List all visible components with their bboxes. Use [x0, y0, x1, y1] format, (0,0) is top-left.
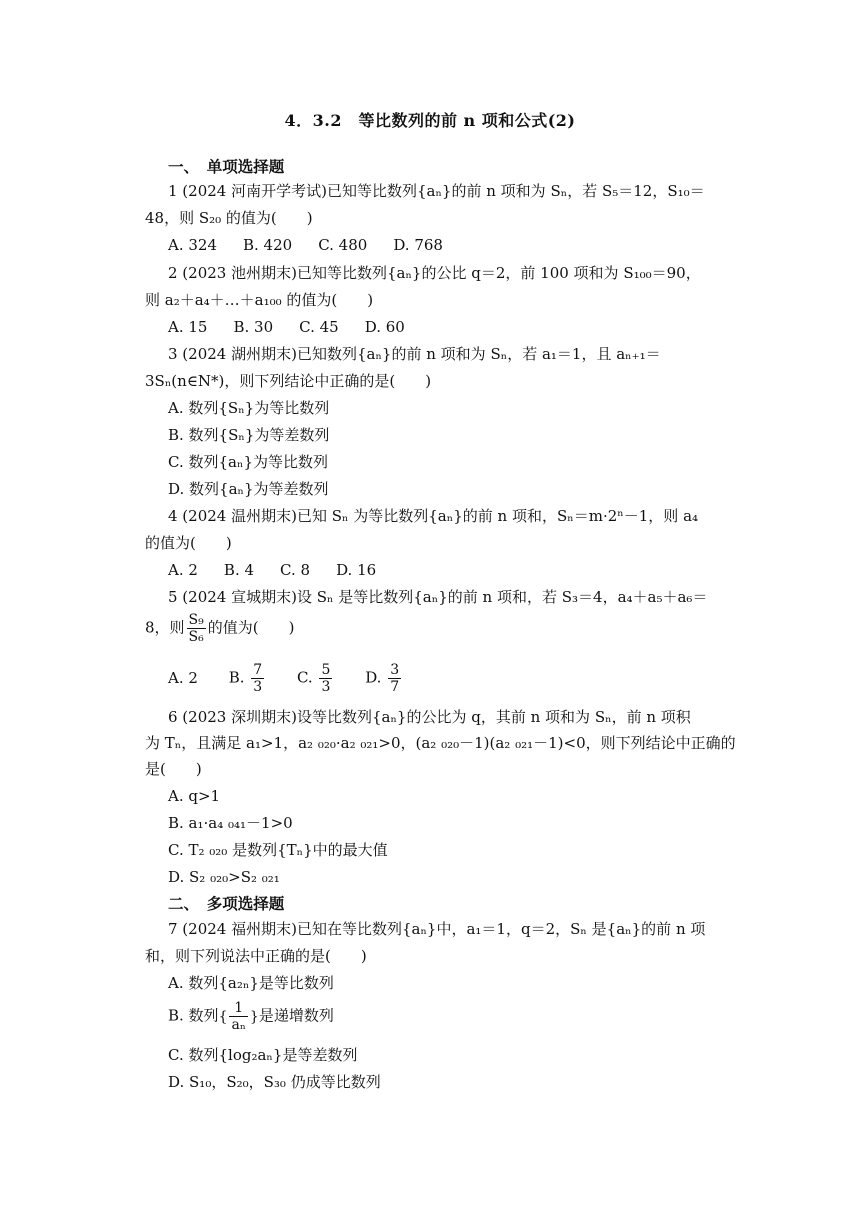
question-6-option-b: B. a₁·a₄ ₀₄₁－1>0: [168, 814, 293, 832]
question-6-line-1: 6 (2023 深圳期末)设等比数列{aₙ}的公比为 q，其前 n 项和为 Sₙ，前 n 项积: [168, 708, 691, 726]
text: 8，则: [145, 618, 185, 637]
label: C.: [296, 668, 313, 687]
question-3-option-b: B. 数列{Sₙ}为等差数列: [168, 426, 330, 444]
page-title: 4．3.2 等比数列的前 n 项和公式(2): [284, 111, 576, 130]
brace-right: }: [249, 1008, 259, 1025]
section-single-choice: 一、 单项选择题: [168, 157, 285, 176]
brace-left: {: [218, 1008, 228, 1025]
question-4-line-2: 的值为( ): [145, 534, 232, 552]
question-7-option-a: A. 数列{a₂ₙ}是等比数列: [168, 974, 334, 992]
option-a: A. 324: [168, 236, 217, 254]
question-1-line-1: 1 (2024 河南开学考试)已知等比数列{aₙ}的前 n 项和为 Sₙ，若 S₅＝12，S₁₀＝: [168, 182, 705, 200]
question-7-option-d: D. S₁₀，S₂₀，S₃₀ 仍成等比数列: [168, 1073, 381, 1091]
numerator: 1: [229, 1000, 247, 1017]
question-5-line-1: 5 (2024 宣城期末)设 Sₙ 是等比数列{aₙ}的前 n 项和，若 S₃＝4，a₄＋a₅＋a₆＝: [168, 588, 708, 606]
question-7-option-c: C. 数列{log₂aₙ}是等差数列: [168, 1046, 358, 1064]
option-c: C. 480: [318, 236, 368, 254]
option-b: B. 4: [223, 561, 255, 579]
option-c: [297, 662, 334, 695]
label: B. 数列: [168, 1006, 219, 1025]
fraction: [388, 662, 401, 695]
option-a: A. 15: [168, 318, 208, 336]
question-6-option-c: C. T₂ ₀₂₀ 是数列{Tₙ}中的最大值: [168, 841, 388, 859]
question-1-line-2: 48，则 S₂₀ 的值为( ): [145, 209, 313, 227]
fraction: [319, 662, 332, 695]
fraction-s9-s6: [187, 612, 206, 645]
question-7-line-2: 和，则下列说法中正确的是( ): [145, 947, 367, 965]
numerator: 7: [253, 662, 263, 678]
question-3-option-a: A. 数列{Sₙ}为等比数列: [168, 399, 330, 417]
option-d: [365, 662, 403, 695]
option-a: A. 2: [168, 668, 198, 687]
option-b: [229, 662, 267, 695]
question-6-option-a: A. q>1: [168, 787, 221, 805]
denominator: S₆: [188, 629, 204, 645]
numerator: 5: [321, 662, 331, 678]
option-a: A. 2: [168, 561, 198, 579]
question-5-options: [168, 662, 429, 695]
question-7-line-1: 7 (2024 福州期末)已知在等比数列{aₙ}中，a₁＝1，q＝2，Sₙ 是{aₙ}的前 n 项: [168, 920, 706, 938]
question-1-options: [168, 234, 469, 256]
question-2-line-1: 2 (2023 池州期末)已知等比数列{aₙ}的公比 q＝2，前 100 项和为 S₁₀₀＝90，: [168, 264, 701, 282]
option-c: C. 8: [280, 561, 311, 579]
option-d: D. 768: [393, 236, 443, 254]
label: B.: [228, 668, 245, 687]
fraction: [251, 662, 264, 695]
question-2-options: [168, 316, 431, 338]
question-2-line-2: 则 a₂＋a₄＋…＋a₁₀₀ 的值为( ): [145, 291, 374, 309]
fraction-reciprocal: [229, 1000, 247, 1033]
text: 的值为( ): [207, 618, 295, 637]
question-7-option-b: [168, 1000, 334, 1033]
question-3-option-c: C. 数列{aₙ}为等比数列: [168, 453, 328, 471]
label: D.: [365, 668, 382, 687]
option-d: D. 60: [364, 318, 405, 336]
denominator: 7: [390, 679, 400, 695]
option-b: B. 420: [243, 236, 293, 254]
question-3-option-d: D. 数列{aₙ}为等差数列: [168, 480, 329, 498]
question-4-line-1: 4 (2024 温州期末)已知 Sₙ 为等比数列{aₙ}的前 n 项和，Sₙ＝m·2ⁿ－1，则 a₄: [168, 507, 699, 525]
question-6-line-3: 是( ): [145, 760, 202, 778]
question-3-line-1: 3 (2024 湖州期末)已知数列{aₙ}的前 n 项和为 Sₙ，若 a₁＝1，且 aₙ₊₁＝: [168, 345, 661, 363]
option-d: D. 16: [336, 561, 377, 579]
section-multi-choice: 二、 多项选择题: [168, 894, 285, 913]
option-c: C. 45: [299, 318, 339, 336]
denominator: 3: [253, 679, 263, 695]
question-6-option-d: D. S₂ ₀₂₀>S₂ ₀₂₁: [168, 868, 280, 886]
question-3-line-2: 3Sₙ(n∈N*)，则下列结论中正确的是( ): [145, 372, 432, 390]
option-b: B. 30: [233, 318, 274, 336]
denominator: 3: [321, 679, 331, 695]
numerator: 3: [390, 662, 400, 678]
text: 是递增数列: [258, 1006, 334, 1025]
numerator: S₉: [188, 612, 204, 628]
question-5-line-2: [145, 612, 294, 645]
question-4-options: [168, 559, 402, 581]
question-6-line-2: 为 Tₙ，且满足 a₁>1，a₂ ₀₂₀·a₂ ₀₂₁>0，(a₂ ₀₂₀－1)(a₂ ₀₂₁－1)<0，则下列结论中正确的: [145, 734, 736, 752]
denominator: aₙ: [231, 1017, 246, 1033]
